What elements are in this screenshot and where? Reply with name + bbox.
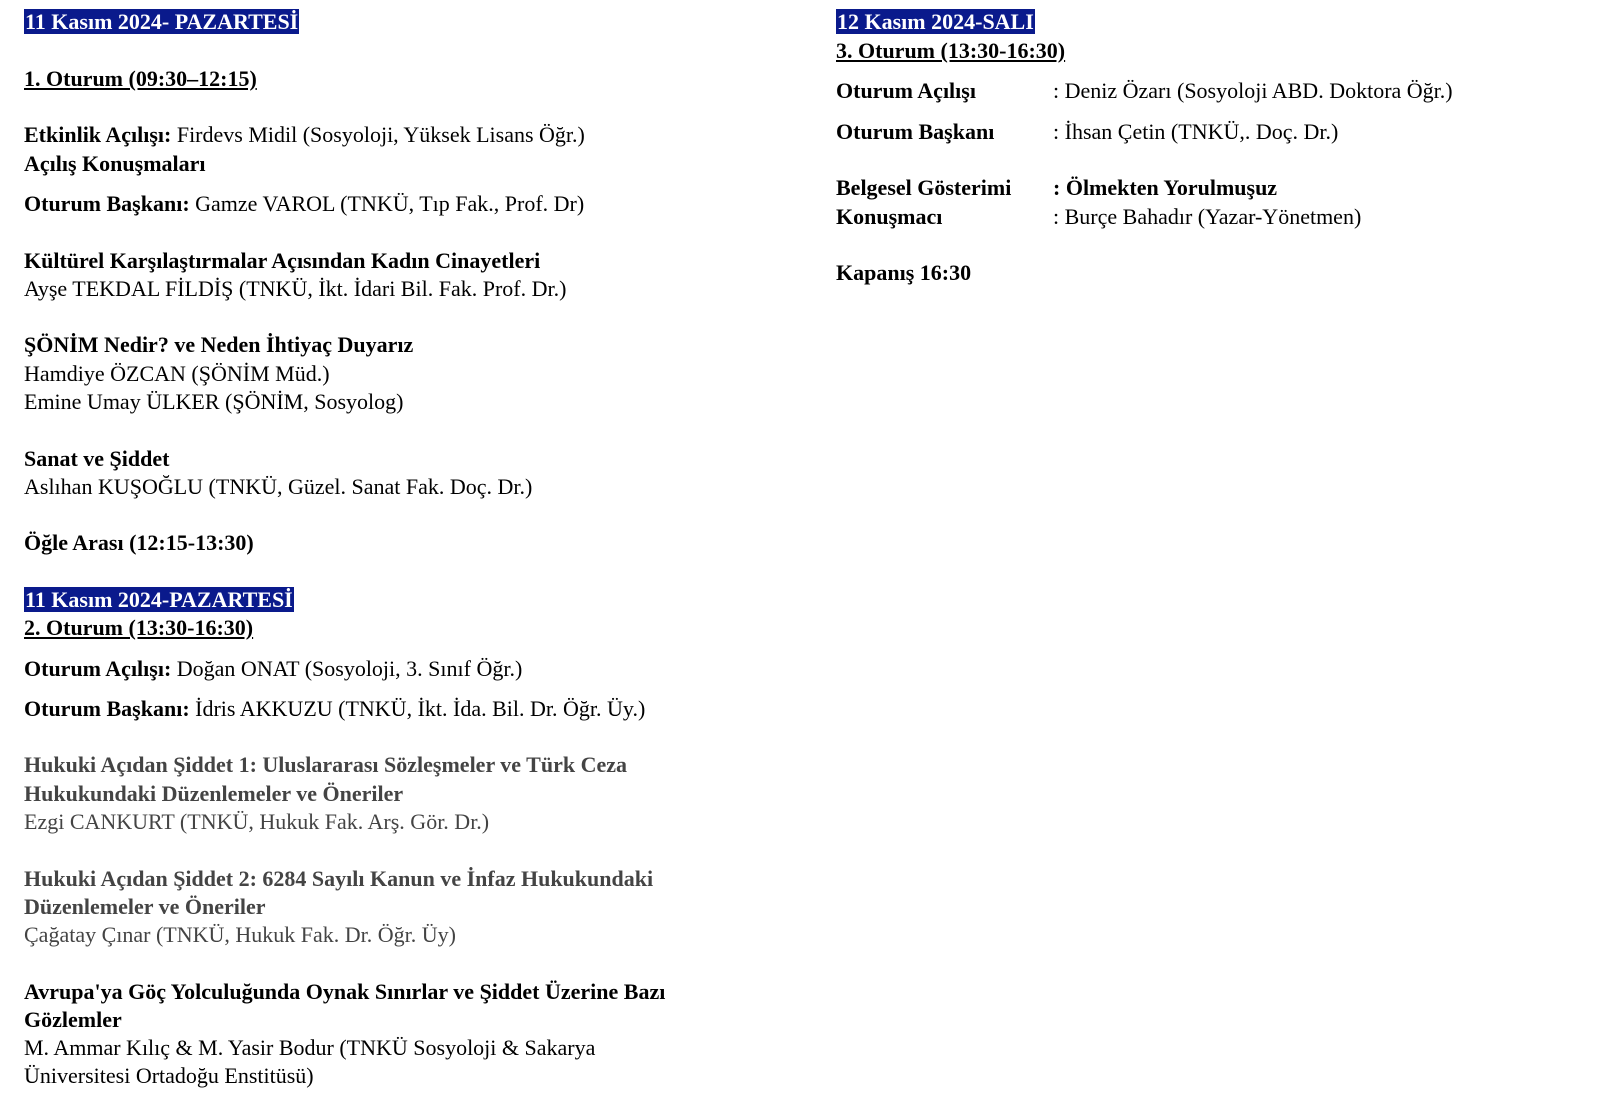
session1-chair-value: Gamze VAROL (TNKÜ, Tıp Fak., Prof. Dr)	[189, 191, 585, 216]
opening-speeches: Açılış Konuşmaları	[24, 151, 206, 176]
talk-speaker: Emine Umay ÜLKER (ŞÖNİM, Sosyolog)	[24, 389, 404, 414]
session2-opening-label: Oturum Açılışı:	[24, 656, 172, 681]
day1b-header: 11 Kasım 2024-PAZARTESİ	[25, 587, 293, 612]
session1-opening-value: Firdevs Midil (Sosyoloji, Yüksek Lisans Öğr.)	[171, 122, 585, 147]
closing: Kapanış 16:30	[836, 260, 972, 285]
talk-speaker: M. Ammar Kılıç & M. Yasir Bodur (TNKÜ Sosyoloji & Sakarya	[24, 1035, 596, 1060]
row-label: Oturum Açılışı	[836, 78, 976, 103]
talk-speaker: Hamdiye ÖZCAN (ŞÖNİM Müd.)	[24, 361, 330, 386]
session2-chair-value: İdris AKKUZU (TNKÜ, İkt. İda. Bil. Dr. Öğr. Üy.)	[189, 696, 646, 721]
talk-title-line: Gözlemler	[24, 1007, 122, 1032]
session2-chair-label: Oturum Başkanı:	[24, 696, 190, 721]
lunch-break: Öğle Arası (12:15-13:30)	[24, 530, 254, 555]
talk-title: ŞÖNİM Nedir? ve Neden İhtiyaç Duyarız	[24, 332, 414, 357]
talk-title-line: Hukuki Açıdan Şiddet 2: 6284 Sayılı Kanun ve İnfaz Hukukundaki	[24, 866, 654, 891]
row-label: Belgesel Gösterimi	[836, 175, 1012, 200]
session2-opening-value: Doğan ONAT (Sosyoloji, 3. Sınıf Öğr.)	[171, 656, 523, 681]
talk-speaker: Ayşe TEKDAL FİLDİŞ (TNKÜ, İkt. İdari Bil. Fak. Prof. Dr.)	[24, 276, 567, 301]
talk-title: Kültürel Karşılaştırmalar Açısından Kadın Cinayetleri	[24, 248, 541, 273]
talk-speaker: Çağatay Çınar (TNKÜ, Hukuk Fak. Dr. Öğr. Üy)	[24, 922, 456, 947]
day1-header: 11 Kasım 2024- PAZARTESİ	[25, 9, 299, 34]
session1-chair	[24, 190, 584, 218]
talk-title-line: Hukuki Açıdan Şiddet 1: Uluslararası Sözleşmeler ve Türk Ceza	[24, 752, 628, 777]
session1-opening	[24, 121, 585, 149]
day2-header: 12 Kasım 2024-SALI	[837, 9, 1034, 34]
row-label: Oturum Başkanı	[836, 119, 995, 144]
row-value: : İhsan Çetin (TNKÜ,. Doç. Dr.)	[1053, 119, 1339, 144]
session2-opening	[24, 655, 522, 683]
session3-title: 3. Oturum (13:30-16:30)	[836, 38, 1066, 63]
session1-title: 1. Oturum (09:30–12:15)	[24, 66, 257, 91]
session2-title: 2. Oturum (13:30-16:30)	[24, 615, 254, 640]
talk-speaker: Üniversitesi Ortadoğu Enstitüsü)	[24, 1063, 314, 1088]
row-value: : Burçe Bahadır (Yazar-Yönetmen)	[1053, 204, 1362, 229]
session1-opening-label: Etkinlik Açılışı:	[24, 122, 172, 147]
session1-chair-label: Oturum Başkanı:	[24, 191, 190, 216]
row-value: : Ölmekten Yorulmuşuz	[1053, 175, 1278, 200]
talk-title: Sanat ve Şiddet	[24, 446, 170, 471]
talk-title-line: Hukukundaki Düzenlemeler ve Öneriler	[24, 781, 404, 806]
talk-speaker: Aslıhan KUŞOĞLU (TNKÜ, Güzel. Sanat Fak. Doç. Dr.)	[24, 474, 533, 499]
session2-chair	[24, 695, 645, 723]
row-value: : Deniz Özarı (Sosyoloji ABD. Doktora Öğr.)	[1053, 78, 1453, 103]
talk-speaker: Ezgi CANKURT (TNKÜ, Hukuk Fak. Arş. Gör. Dr.)	[24, 809, 490, 834]
talk-title-line: Düzenlemeler ve Öneriler	[24, 894, 266, 919]
talk-title-line: Avrupa'ya Göç Yolculuğunda Oynak Sınırlar ve Şiddet Üzerine Bazı	[24, 979, 666, 1004]
row-label: Konuşmacı	[836, 204, 943, 229]
